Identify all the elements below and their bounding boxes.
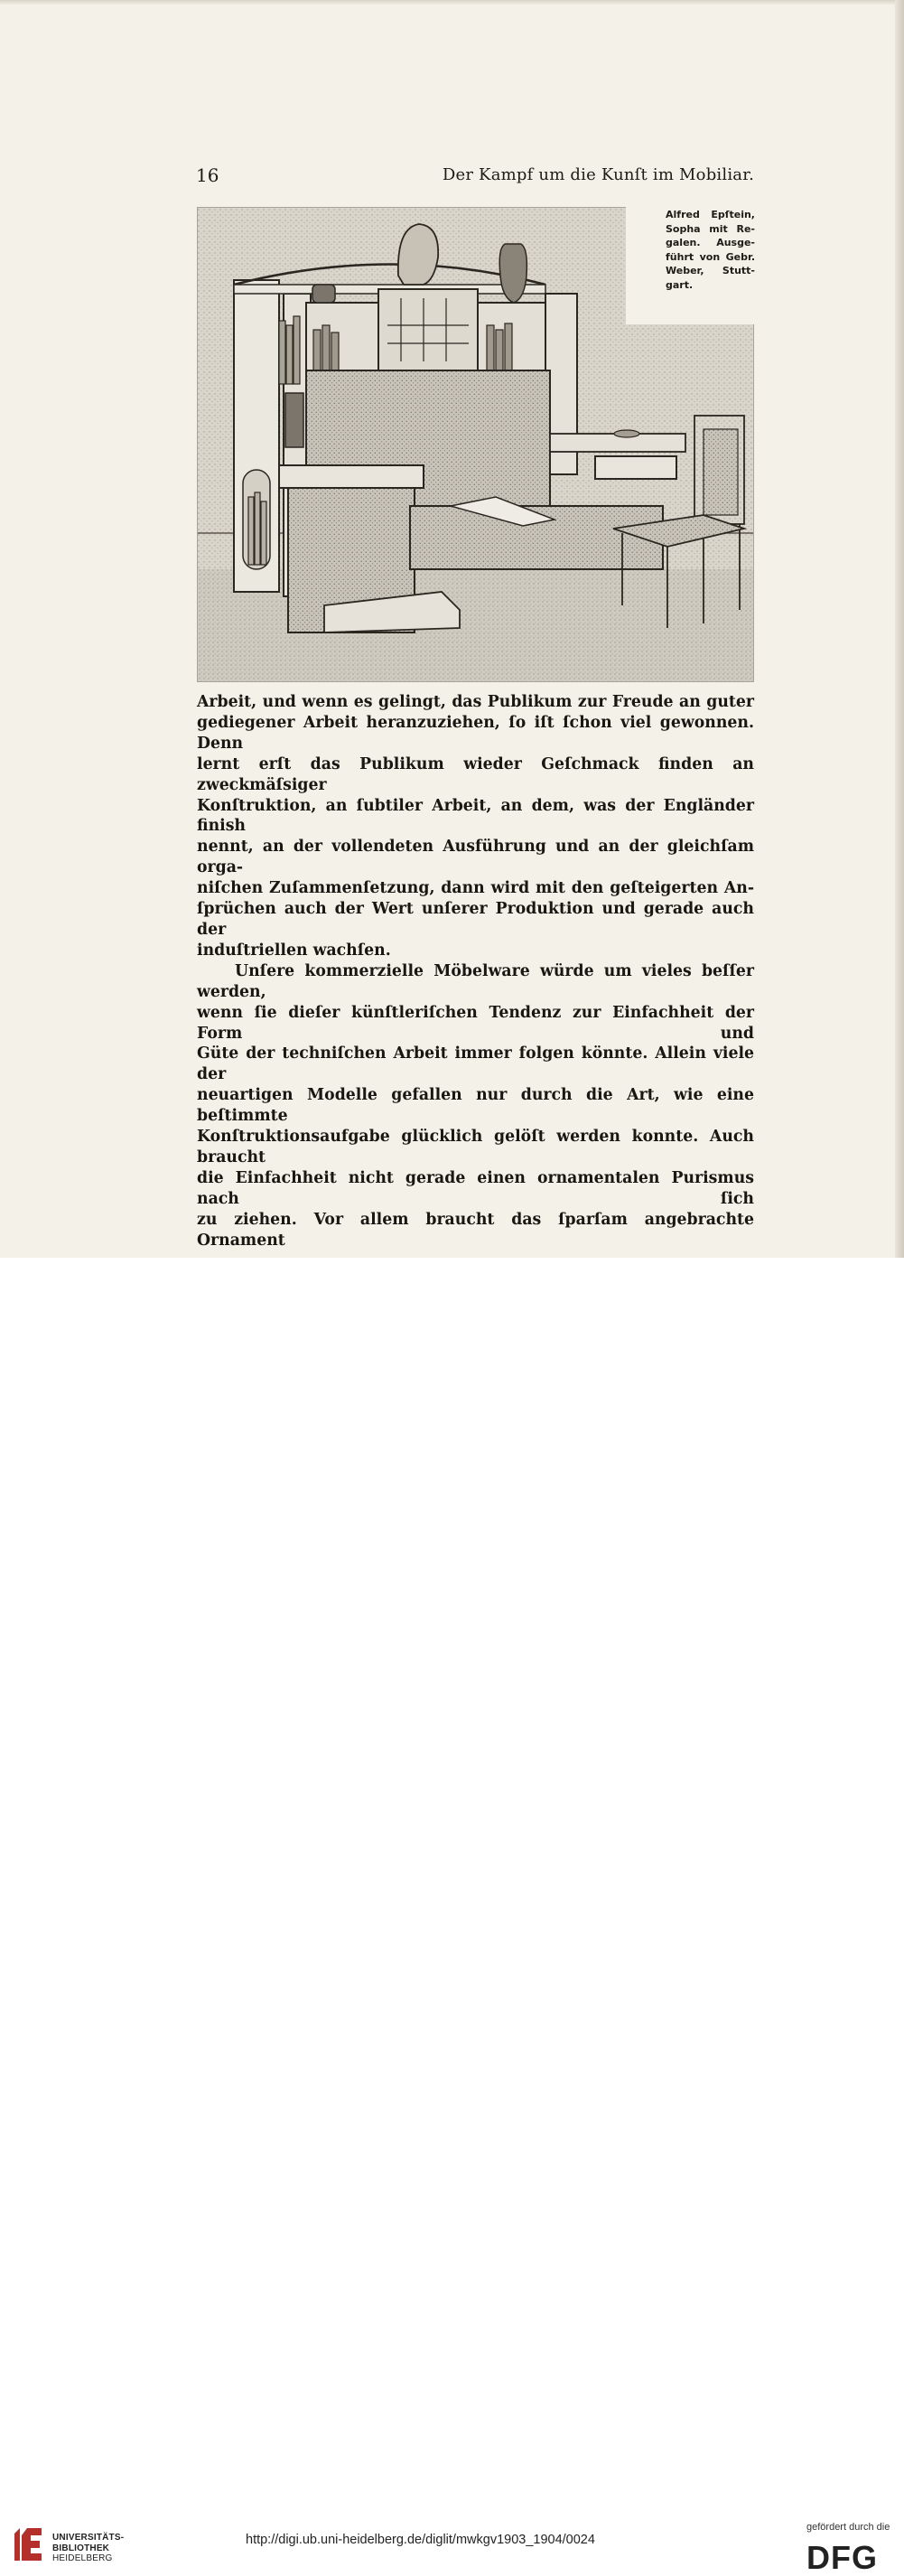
page-edge-right bbox=[895, 0, 904, 1258]
caption-line: führt von Gebr. bbox=[666, 250, 755, 263]
library-name bbox=[52, 2533, 124, 2564]
text-line: Konſtruktionsaufgabe glücklich gelöſt werden konnte. Auch braucht bbox=[197, 1128, 754, 1166]
figure-caption bbox=[666, 208, 755, 293]
library-name-line: HEIDELBERG bbox=[52, 2553, 113, 2563]
library-name-line: BIBLIOTHEK bbox=[52, 2543, 110, 2553]
caption-line: Alfred Epſtein, bbox=[666, 209, 755, 220]
caption-line: galen. Ausge- bbox=[666, 237, 755, 249]
dfg-logo: DFG bbox=[806, 2539, 878, 2576]
text-line: die Einfachheit nicht gerade einen ornamentalen Purismus nach ſich bbox=[197, 1168, 754, 1208]
text-line: lernt erſt das Publikum wieder Geſchmack finden an zweckmäſsiger bbox=[197, 754, 754, 794]
caption-line: Weber, Stutt- bbox=[666, 265, 755, 277]
viewer-footer bbox=[0, 1258, 904, 2576]
text-line: neuartigen Modelle gefallen nur durch die Art, wie eine beſtimmte bbox=[197, 1086, 754, 1126]
permalink-url[interactable]: http://digi.ub.uni-heidelberg.de/diglit/mwkgv1903_1904/0024 bbox=[246, 2533, 595, 2547]
book-page bbox=[0, 0, 904, 1258]
funded-by-label: gefördert durch die bbox=[806, 2522, 890, 2533]
library-name-line: UNIVERSITÄTS- bbox=[52, 2533, 125, 2543]
text-line: Arbeit, und wenn es gelingt, das Publikum zur Freude an guter bbox=[197, 693, 754, 711]
text-line: wenn ſie dieſer künſtleriſchen Tendenz zur Einfachheit der Form und bbox=[197, 1003, 754, 1043]
caption-line: Sopha mit Re- bbox=[666, 222, 755, 235]
page-edge-top bbox=[0, 0, 904, 5]
text-line: Unſere kommerzielle Möbelware würde um vieles beſſer werden, bbox=[197, 961, 754, 1001]
body-text bbox=[197, 692, 754, 1251]
text-line: niſchen Zuſammenſetzung, dann wird mit den geſteigerten An- bbox=[197, 879, 754, 898]
caption-line: gart. bbox=[666, 278, 694, 291]
text-line: induſtriellen wachſen. bbox=[197, 941, 391, 960]
text-line: Güte der techniſchen Arbeit immer folgen könnte. Allein viele der bbox=[197, 1044, 754, 1084]
text-line: nennt, an der vollendeten Ausführung und an der gleichſam orga- bbox=[197, 838, 754, 877]
text-line: gediegener Arbeit heranzuziehen, ſo iſt ſchon viel gewonnen. Denn bbox=[197, 713, 754, 753]
text-line: zu ziehen. Vor allem braucht das ſparſam angebrachte Ornament bbox=[197, 1210, 754, 1250]
library-logo-icon bbox=[9, 2524, 47, 2566]
text-line: Konſtruktion, an ſubtiler Arbeit, an dem, was der Engländer finish bbox=[197, 796, 754, 836]
page-number: 16 bbox=[196, 164, 219, 186]
text-line: ſprüchen auch der Wert unſerer Produktion und gerade auch der bbox=[197, 900, 754, 939]
page-header bbox=[196, 164, 754, 188]
running-title: Der Kampf um die Kunſt im Mobiliar. bbox=[442, 165, 754, 184]
